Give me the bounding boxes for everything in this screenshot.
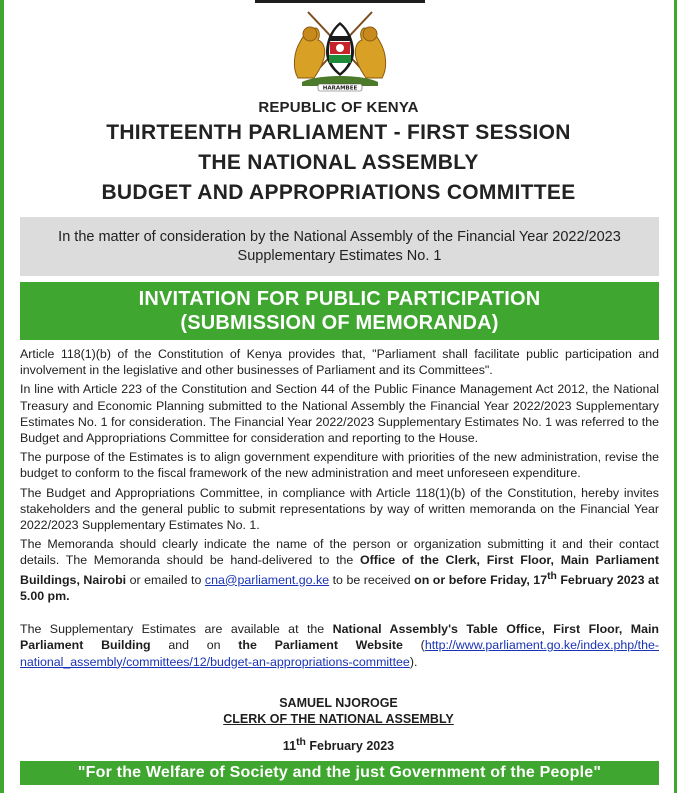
date-ordinal: th — [296, 737, 306, 748]
motto-banner: "For the Welfare of Society and the just Government of the People" — [20, 761, 659, 785]
availability-text-c: and on — [150, 638, 239, 653]
paragraph-purpose: The purpose of the Estimates is to align government expenditure with priorities of the new administration, revise the budget to conform to the fiscal framework of the new administration and meet unforeseen expenditure. — [20, 450, 659, 481]
top-divider — [255, 0, 425, 3]
invitation-banner — [20, 282, 659, 340]
paragraph-article-223: In line with Article 223 of the Constitution and Section 44 of the Public Finance Management Act 2012, the National Treasury and Economic Planning submitted to the National Assembly the Financial Year 2022/2023 Supplementary Estimates No. 1 for consideration. The Financial Year 2022/2023 Supplementary Estimates No. 1 was referred to the Budget and Appropriations Committee for consideration and reporting to the House. — [20, 382, 659, 446]
matter-line-1: In the matter of consideration by the National Assembly of the Financial Year 2022/2023 — [58, 229, 621, 245]
invitation-title: INVITATION FOR PUBLIC PARTICIPATION — [138, 288, 541, 310]
memoranda-text-d: to be received — [329, 572, 415, 587]
left-border-bar — [0, 0, 4, 793]
paragraph-availability — [20, 621, 659, 670]
date-day: 11 — [282, 739, 297, 754]
date-month-year: February 2023 — [305, 739, 395, 754]
paragraph-memoranda — [20, 536, 659, 604]
committee-heading: BUDGET AND APPROPRIATIONS COMMITTEE — [101, 181, 576, 204]
matter-box — [20, 217, 659, 276]
deadline-text-a: on or before Friday, 17 — [414, 572, 548, 587]
notice-date — [0, 737, 677, 753]
table-office-location: National Assembly's Table Office, First Floor, Main Parliament Building — [20, 622, 659, 653]
kenya-coat-of-arms-icon — [284, 8, 396, 92]
paragraph-article-118: Article 118(1)(b) of the Constitution of Kenya provides that, "Parliament shall facilitate public participation and involvement in the legislative and other businesses of Parliament and its Committees". — [20, 347, 659, 378]
republic-heading: REPUBLIC OF KENYA — [258, 99, 419, 116]
parliament-website-label: the Parliament Website — [238, 638, 403, 653]
memoranda-text-a: The Memoranda should clearly indicate the name of the person or organization submitting it and their contact details. The Memoranda should be hand-delivered to the — [20, 537, 659, 568]
availability-text-e: ( — [402, 638, 425, 653]
matter-line-2: Supplementary Estimates No. 1 — [237, 248, 442, 264]
availability-text-f: ). — [409, 654, 418, 669]
signatory-title: CLERK OF THE NATIONAL ASSEMBLY — [223, 712, 454, 726]
deadline-text-b: February 2023 at 5.00 pm. — [20, 572, 660, 603]
national-assembly-heading: THE NATIONAL ASSEMBLY — [198, 151, 479, 174]
parliament-website-link[interactable]: http://www.parliament.go.ke/index.php/the-national_assembly/committees/12/budget-an-appropriations-committee — [20, 638, 659, 669]
memoranda-text-c: or emailed to — [126, 572, 205, 587]
crest-motto: HARAMBEE — [322, 85, 358, 92]
notice-body — [20, 346, 659, 673]
parliament-session-heading: THIRTEENTH PARLIAMENT - FIRST SESSION — [106, 121, 571, 144]
invitation-subtitle: (SUBMISSION OF MEMORANDA) — [180, 312, 499, 334]
paragraph-invitation: The Budget and Appropriations Committee, in compliance with Article 118(1)(b) of the Constitution, hereby invites stakeholders and the general public to submit representations by way of written memoranda on the Financial Year 2022/2023 Supplementary Estimates No. 1. — [20, 485, 659, 533]
deadline-ordinal: th — [547, 570, 557, 582]
signatory-name: SAMUEL NJOROGE — [279, 696, 398, 710]
email-link[interactable]: cna@parliament.go.ke — [204, 572, 330, 587]
clerk-office-address: Office of the Clerk, First Floor, Main Parliament Buildings, Nairobi — [20, 553, 660, 587]
availability-text-a: The Supplementary Estimates are available at the — [20, 622, 333, 637]
